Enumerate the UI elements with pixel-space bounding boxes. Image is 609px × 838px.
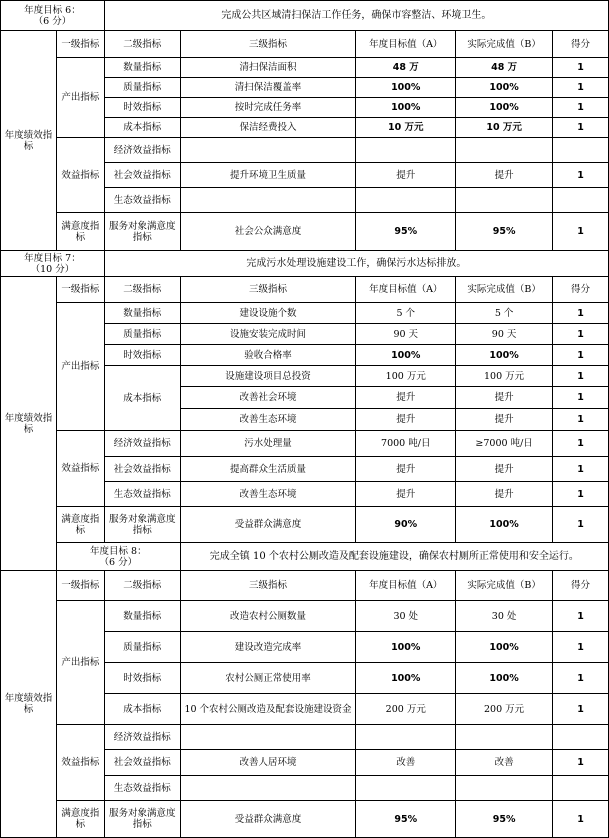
sub-label: 服务对象满意度指标 bbox=[104, 507, 180, 543]
goal-6-description: 完成公共区域清扫保洁工作任务，确保市容整洁、环境卫生。 bbox=[104, 1, 608, 31]
score-value: 1 bbox=[553, 387, 609, 409]
target-value: 提升 bbox=[356, 457, 456, 482]
actual-value: 100% bbox=[456, 632, 553, 663]
score-value: 1 bbox=[553, 163, 609, 188]
actual-value: 200 万元 bbox=[456, 694, 553, 725]
actual-value: 100% bbox=[456, 98, 553, 118]
col-score: 得分 bbox=[553, 31, 609, 58]
indicator-name: 农村公厕正常使用率 bbox=[180, 663, 356, 694]
col-target: 年度目标值（A） bbox=[356, 277, 456, 303]
score-value: 1 bbox=[553, 345, 609, 366]
sub-label: 服务对象满意度指标 bbox=[104, 213, 180, 251]
target-value: 90 天 bbox=[356, 324, 456, 345]
col-actual: 实际完成值（B） bbox=[456, 31, 553, 58]
sub-label: 服务对象满意度指标 bbox=[104, 801, 180, 838]
target-value: 30 处 bbox=[356, 601, 456, 632]
score-value: 1 bbox=[553, 78, 609, 98]
indicator-name: 建设设施个数 bbox=[180, 303, 356, 324]
sub-label: 社会效益指标 bbox=[104, 750, 180, 776]
indicator-name: 保洁经费投入 bbox=[180, 118, 356, 138]
score-value: 1 bbox=[553, 324, 609, 345]
sub-label: 质量指标 bbox=[104, 324, 180, 345]
target-value: 100% bbox=[356, 632, 456, 663]
indicator-name: 提升环境卫生质量 bbox=[180, 163, 356, 188]
actual-value: 95% bbox=[456, 801, 553, 838]
goal-7-description: 完成污水处理设施建设工作，确保污水达标排放。 bbox=[104, 251, 608, 277]
score-value: 1 bbox=[553, 118, 609, 138]
effect-label: 效益指标 bbox=[56, 138, 104, 213]
target-value: 100% bbox=[356, 345, 456, 366]
table-row bbox=[1, 431, 609, 457]
sub-label: 经济效益指标 bbox=[104, 138, 180, 163]
target-value: 改善 bbox=[356, 750, 456, 776]
score-value: 1 bbox=[553, 663, 609, 694]
sub-label: 经济效益指标 bbox=[104, 725, 180, 750]
sub-label: 质量指标 bbox=[104, 632, 180, 663]
score-value: 1 bbox=[553, 601, 609, 632]
target-value: 100 万元 bbox=[356, 366, 456, 387]
sub-label: 成本指标 bbox=[104, 366, 180, 431]
actual-value: 提升 bbox=[456, 387, 553, 409]
col-score: 得分 bbox=[553, 277, 609, 303]
sub-label: 经济效益指标 bbox=[104, 431, 180, 457]
score-value: 1 bbox=[553, 457, 609, 482]
sub-label: 数量指标 bbox=[104, 58, 180, 78]
goal-6-title: 年度目标 6： （6 分） bbox=[1, 1, 105, 31]
col-level1: 一级指标 bbox=[56, 277, 104, 303]
target-value: 100% bbox=[356, 663, 456, 694]
target-value: 10 万元 bbox=[356, 118, 456, 138]
target-value: 提升 bbox=[356, 387, 456, 409]
output-label: 产出指标 bbox=[56, 303, 104, 431]
satis-label: 满意度指标 bbox=[56, 801, 104, 838]
table-row bbox=[1, 601, 609, 632]
sub-label: 生态效益指标 bbox=[104, 482, 180, 507]
goal-7-header bbox=[1, 251, 609, 277]
sub-label: 生态效益指标 bbox=[104, 776, 180, 801]
score-value: 1 bbox=[553, 801, 609, 838]
actual-value: 提升 bbox=[456, 482, 553, 507]
indicator-name: 按时完成任务率 bbox=[180, 98, 356, 118]
indicator-name: 清扫保洁覆盖率 bbox=[180, 78, 356, 98]
score-value: 1 bbox=[553, 694, 609, 725]
col-level2: 二级指标 bbox=[104, 31, 180, 58]
sub-label: 社会效益指标 bbox=[104, 457, 180, 482]
col-level3: 三级指标 bbox=[180, 277, 356, 303]
indicator-name: 提高群众生活质量 bbox=[180, 457, 356, 482]
indicator-name: 验收合格率 bbox=[180, 345, 356, 366]
score-value: 1 bbox=[553, 750, 609, 776]
score-value: 1 bbox=[553, 303, 609, 324]
indicator-name: 社会公众满意度 bbox=[180, 213, 356, 251]
sub-label: 时效指标 bbox=[104, 98, 180, 118]
score-value: 1 bbox=[553, 409, 609, 431]
sub-label: 成本指标 bbox=[104, 118, 180, 138]
actual-value: 5 个 bbox=[456, 303, 553, 324]
annual-indicator-label: 年度绩效指标 bbox=[1, 31, 57, 251]
column-header-row bbox=[1, 31, 609, 58]
sub-label: 数量指标 bbox=[104, 303, 180, 324]
indicator-name: 设施建设项目总投资 bbox=[180, 366, 356, 387]
sub-label: 成本指标 bbox=[104, 694, 180, 725]
score-value: 1 bbox=[553, 58, 609, 78]
col-target: 年度目标值（A） bbox=[356, 31, 456, 58]
target-value: 95% bbox=[356, 801, 456, 838]
indicator-name: 10 个农村公厕改造及配套设施建设资金 bbox=[180, 694, 356, 725]
output-label: 产出指标 bbox=[56, 601, 104, 725]
score-value: 1 bbox=[553, 213, 609, 251]
actual-value: ≥7000 吨/日 bbox=[456, 431, 553, 457]
col-level1: 一级指标 bbox=[56, 571, 104, 601]
table-row bbox=[1, 801, 609, 838]
actual-value: 100% bbox=[456, 663, 553, 694]
indicator-name: 改善生态环境 bbox=[180, 482, 356, 507]
target-value: 100% bbox=[356, 98, 456, 118]
column-header-row bbox=[1, 277, 609, 303]
table-row bbox=[1, 725, 609, 750]
table-row bbox=[1, 303, 609, 324]
actual-value: 48 万 bbox=[456, 58, 553, 78]
sub-label: 生态效益指标 bbox=[104, 188, 180, 213]
sub-label: 社会效益指标 bbox=[104, 163, 180, 188]
table-row bbox=[1, 507, 609, 543]
col-target: 年度目标值（A） bbox=[356, 571, 456, 601]
indicator-name: 污水处理量 bbox=[180, 431, 356, 457]
target-value: 95% bbox=[356, 213, 456, 251]
indicator-name: 受益群众满意度 bbox=[180, 801, 356, 838]
target-value: 200 万元 bbox=[356, 694, 456, 725]
goal-8-header bbox=[1, 543, 609, 571]
annual-indicator-label: 年度绩效指标 bbox=[1, 571, 57, 838]
indicator-name: 建设改造完成率 bbox=[180, 632, 356, 663]
indicator-name: 清扫保洁面积 bbox=[180, 58, 356, 78]
annual-indicator-label: 年度绩效指标 bbox=[1, 277, 57, 571]
target-value: 100% bbox=[356, 78, 456, 98]
score-value: 1 bbox=[553, 482, 609, 507]
actual-value: 95% bbox=[456, 213, 553, 251]
sub-label: 时效指标 bbox=[104, 663, 180, 694]
actual-value: 10 万元 bbox=[456, 118, 553, 138]
satis-label: 满意度指标 bbox=[56, 213, 104, 251]
score-value: 1 bbox=[553, 431, 609, 457]
col-level3: 三级指标 bbox=[180, 31, 356, 58]
goal-8-title: 年度目标 8： （6 分） bbox=[56, 543, 180, 571]
sub-label: 质量指标 bbox=[104, 78, 180, 98]
indicator-name: 受益群众满意度 bbox=[180, 507, 356, 543]
goal-8-description: 完成全镇 10 个农村公厕改造及配套设施建设，确保农村厕所正常使用和安全运行。 bbox=[180, 543, 608, 571]
goal-7-title: 年度目标 7： （10 分） bbox=[1, 251, 105, 277]
indicator-name: 改善生态环境 bbox=[180, 409, 356, 431]
goal-6-header bbox=[1, 1, 609, 31]
actual-value: 100% bbox=[456, 345, 553, 366]
target-value: 提升 bbox=[356, 163, 456, 188]
actual-value: 改善 bbox=[456, 750, 553, 776]
sub-label: 数量指标 bbox=[104, 601, 180, 632]
col-level1: 一级指标 bbox=[56, 31, 104, 58]
actual-value: 100% bbox=[456, 507, 553, 543]
score-value: 1 bbox=[553, 632, 609, 663]
target-value: 提升 bbox=[356, 409, 456, 431]
target-value: 90% bbox=[356, 507, 456, 543]
actual-value: 90 天 bbox=[456, 324, 553, 345]
score-value: 1 bbox=[553, 366, 609, 387]
actual-value: 100 万元 bbox=[456, 366, 553, 387]
actual-value: 100% bbox=[456, 78, 553, 98]
col-level3: 三级指标 bbox=[180, 571, 356, 601]
actual-value: 提升 bbox=[456, 457, 553, 482]
effect-label: 效益指标 bbox=[56, 431, 104, 507]
score-value: 1 bbox=[553, 98, 609, 118]
effect-label: 效益指标 bbox=[56, 725, 104, 801]
indicator-name: 改善人居环境 bbox=[180, 750, 356, 776]
col-actual: 实际完成值（B） bbox=[456, 571, 553, 601]
indicator-name: 改善社会环境 bbox=[180, 387, 356, 409]
indicator-name: 设施安装完成时间 bbox=[180, 324, 356, 345]
target-value: 提升 bbox=[356, 482, 456, 507]
score-value: 1 bbox=[553, 507, 609, 543]
column-header-row bbox=[1, 571, 609, 601]
actual-value: 30 处 bbox=[456, 601, 553, 632]
col-actual: 实际完成值（B） bbox=[456, 277, 553, 303]
sub-label: 时效指标 bbox=[104, 345, 180, 366]
col-score: 得分 bbox=[553, 571, 609, 601]
actual-value: 提升 bbox=[456, 409, 553, 431]
indicator-name: 改造农村公厕数量 bbox=[180, 601, 356, 632]
table-row bbox=[1, 58, 609, 78]
table-row bbox=[1, 213, 609, 251]
satis-label: 满意度指标 bbox=[56, 507, 104, 543]
col-level2: 二级指标 bbox=[104, 571, 180, 601]
col-level2: 二级指标 bbox=[104, 277, 180, 303]
output-label: 产出指标 bbox=[56, 58, 104, 138]
target-value: 48 万 bbox=[356, 58, 456, 78]
table-row bbox=[1, 138, 609, 163]
target-value: 5 个 bbox=[356, 303, 456, 324]
actual-value: 提升 bbox=[456, 163, 553, 188]
target-value: 7000 吨/日 bbox=[356, 431, 456, 457]
